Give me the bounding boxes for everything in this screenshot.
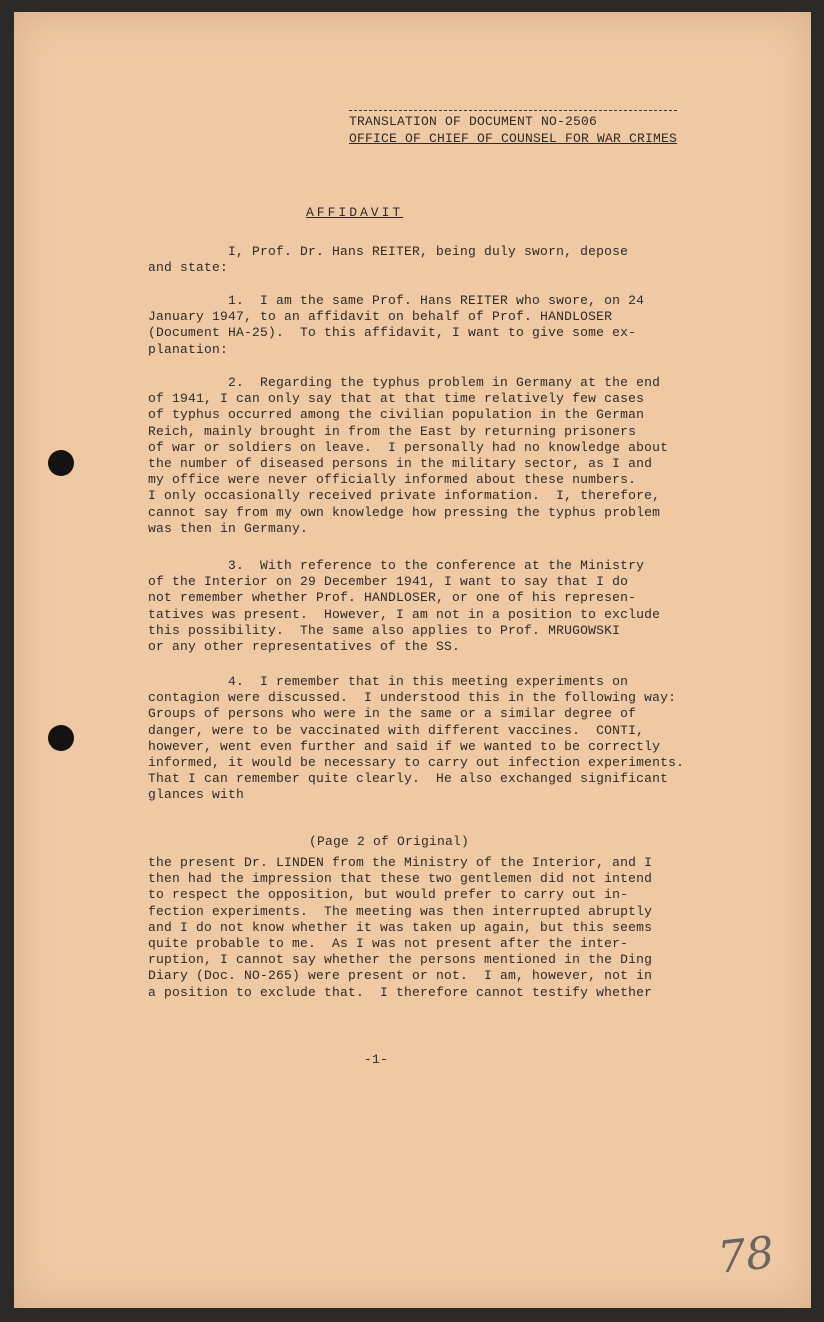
paragraph-1: 1. I am the same Prof. Hans REITER who swore, on 24 January 1947, to an affidavit on behalf of Prof. HANDLOSER (Document HA-25). To this affidavit, I want to give some ex- planation: xyxy=(148,293,645,357)
affidavit-title: AFFIDAVIT xyxy=(306,205,404,220)
punch-hole-bottom xyxy=(48,725,74,751)
paragraph-4: 4. I remember that in this meeting experiments on contagion were discussed. I understood this in the following way: Groups of persons who were in the same or a similar degree of danger, were to be vaccinated with different vaccines. CONTI, however, went even further and said if we wanted to be correctly informed, it would be necessary to carry out infection experiments. That I can remember quite clearly. He also exchanged significant glances with xyxy=(148,674,685,803)
punch-hole-top xyxy=(48,450,74,476)
page-number: -1- xyxy=(364,1052,389,1067)
paragraph-3: 3. With reference to the conference at the Ministry of the Interior on 29 December 1941, I want to say that I do not remember whether Prof. HANDLOSER, or one of his represen- tatives was present. However, I am not in a position to exclude this possibility. The same also applies to Prof. MRUGOWSKI or any other representatives of the SS. xyxy=(148,558,661,655)
paragraph-5: the present Dr. LINDEN from the Ministry of the Interior, and I then had the impression that these two gentlemen did not intend to respect the opposition, but would prefer to carry out in- fection experiments. The meeting was then interrupted abruptly and I do not know whether it was taken up again, but this seems quite probable to me. As I was not present after the inter- ruption, I cannot say whether the persons mentioned in the Ding Diary (Doc. NO-265) were present or not. I am, however, not in a position to exclude that. I therefore cannot testify whether xyxy=(148,855,653,1000)
header-line-1: TRANSLATION OF DOCUMENT NO-2506 xyxy=(349,110,677,130)
page-break-note: (Page 2 of Original) xyxy=(309,834,470,849)
document-page xyxy=(14,12,811,1308)
document-header xyxy=(349,110,677,147)
handwritten-page-mark: 78 xyxy=(715,1227,777,1284)
paragraph-2: 2. Regarding the typhus problem in Germany at the end of 1941, I can only say that at that time relatively few cases of typhus occurred among the civilian population in the German Reich, mainly brought in from the East by returning prisoners of war or soldiers on leave. I personally had no knowledge about the number of diseased persons in the military sector, as I and my office were never officially informed about these numbers. I only occasionally received private information. I, therefore, cannot say from my own knowledge how pressing the typhus problem was then in Germany. xyxy=(148,375,669,536)
header-line-2: OFFICE OF CHIEF OF COUNSEL FOR WAR CRIMES xyxy=(349,131,678,146)
paragraph-intro: I, Prof. Dr. Hans REITER, being duly sworn, depose and state: xyxy=(148,244,629,276)
